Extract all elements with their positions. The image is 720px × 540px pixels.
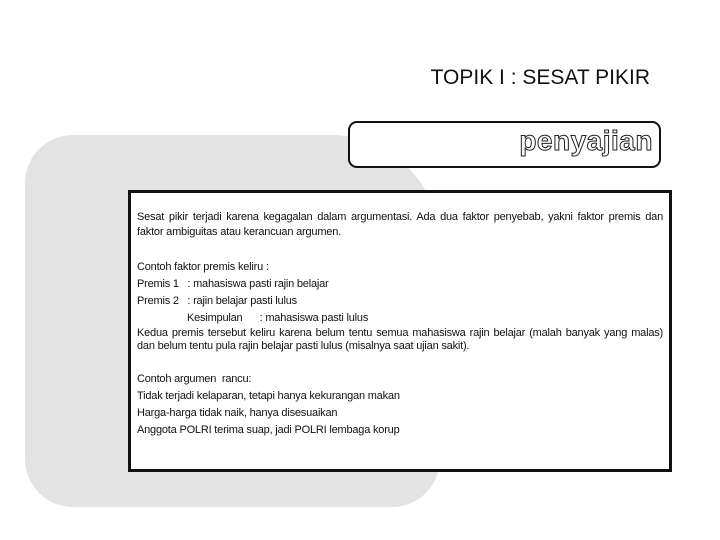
rancu-item: Anggota POLRI terima suap, jadi POLRI lembaga korup — [137, 424, 400, 436]
explanation-text: Kedua premis tersebut keliru karena belum tentu semua mahasiswa rajin belajar (malah banyak yang malas) dan belum tentu pula rajin belajar pasti lulus (misalnya saat ujian sakit). — [137, 327, 663, 352]
kesimpulan: Kesimpulan : mahasiswa pasti lulus — [187, 312, 369, 324]
page-title: TOPIK I : SESAT PIKIR — [430, 66, 650, 89]
premis-heading: Contoh faktor premis keliru : — [137, 261, 269, 273]
section-label: penyajian — [519, 125, 653, 156]
intro-text: Sesat pikir terjadi karena kegagalan dalam argumentasi. Ada dua faktor penyebab, yakni faktor premis dan faktor ambiguitas atau kerancuan argumen. — [137, 211, 663, 238]
premis-1: Premis 1 : mahasiswa pasti rajin belajar — [137, 278, 329, 290]
rancu-heading: Contoh argumen rancu: — [137, 373, 252, 385]
section-label-box — [348, 121, 661, 168]
premis-2: Premis 2 : rajin belajar pasti lulus — [137, 295, 297, 307]
content-box — [128, 190, 672, 472]
rancu-item: Tidak terjadi kelaparan, tetapi hanya kekurangan makan — [137, 390, 400, 402]
rancu-item: Harga-harga tidak naik, hanya disesuaikan — [137, 407, 338, 419]
